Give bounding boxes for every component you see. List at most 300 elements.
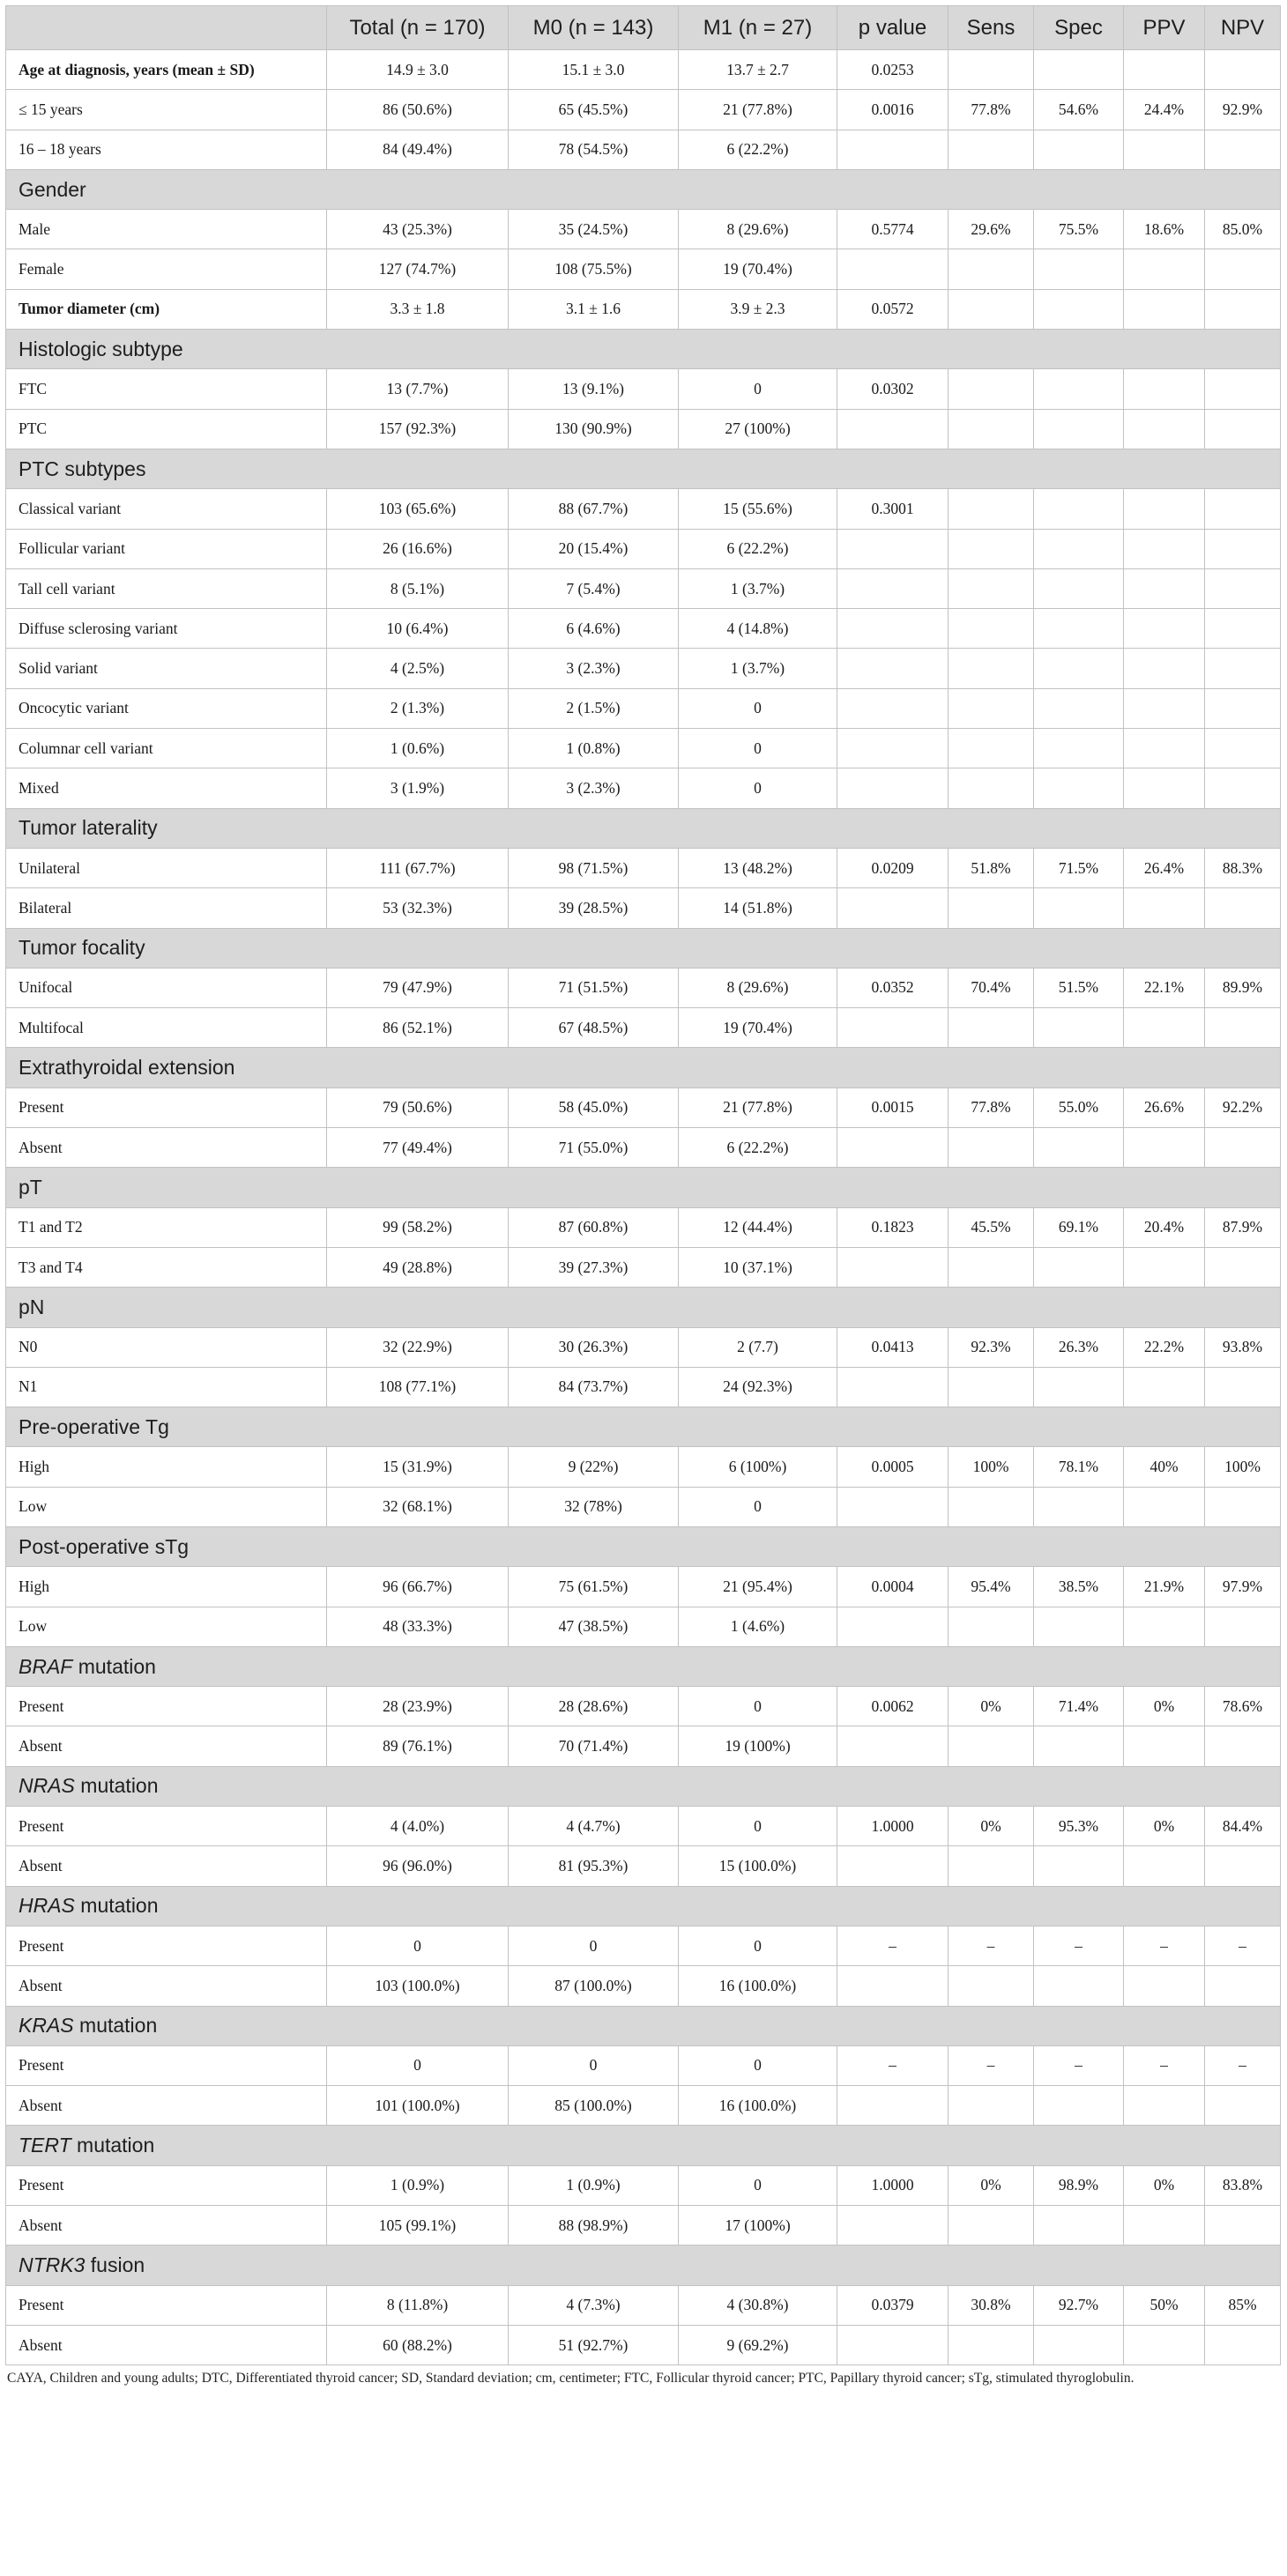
cell-m1: 3.9 ± 2.3 <box>679 289 837 329</box>
header-spec: Spec <box>1034 6 1124 50</box>
cell-p-value <box>837 529 949 568</box>
cell-npv: 78.6% <box>1205 1687 1281 1726</box>
section-title-text: pN <box>19 1295 45 1318</box>
cell-label: PTC <box>6 409 327 449</box>
cell-sens <box>949 1607 1034 1646</box>
cell-npv: 85% <box>1205 2285 1281 2325</box>
cell-total: 0 <box>327 2045 509 2085</box>
cell-ppv <box>1124 249 1205 289</box>
cell-p-value <box>837 888 949 928</box>
cell-ppv: – <box>1124 2045 1205 2085</box>
cell-npv <box>1205 249 1281 289</box>
cell-total: 60 (88.2%) <box>327 2325 509 2364</box>
cell-m0: 28 (28.6%) <box>509 1687 679 1726</box>
cell-p-value <box>837 1128 949 1168</box>
cell-label: Present <box>6 1687 327 1726</box>
cell-m1: 12 (44.4%) <box>679 1207 837 1247</box>
section-header-row <box>6 1766 1281 1806</box>
section-header-row <box>6 330 1281 369</box>
cell-ppv: 26.6% <box>1124 1088 1205 1127</box>
cell-m0: 67 (48.5%) <box>509 1008 679 1048</box>
cell-total: 96 (66.7%) <box>327 1567 509 1607</box>
cell-label: Tumor diameter (cm) <box>6 289 327 329</box>
cell-sens: 92.3% <box>949 1327 1034 1367</box>
table-row <box>6 130 1281 169</box>
cell-m1: 15 (55.6%) <box>679 489 837 529</box>
cell-p-value: 0.0352 <box>837 968 949 1007</box>
cell-p-value <box>837 649 949 688</box>
cell-m1: 0 <box>679 729 837 768</box>
cell-label: 16 – 18 years <box>6 130 327 169</box>
table-row <box>6 1926 1281 1965</box>
cell-ppv: 40% <box>1124 1447 1205 1487</box>
cell-sens <box>949 1846 1034 1886</box>
cell-ppv <box>1124 1607 1205 1646</box>
cell-spec: 69.1% <box>1034 1207 1124 1247</box>
table-row <box>6 210 1281 249</box>
cell-sens <box>949 1367 1034 1407</box>
cell-m1: 16 (100.0%) <box>679 1966 837 2006</box>
cell-total: 96 (96.0%) <box>327 1846 509 1886</box>
cell-label: Present <box>6 2165 327 2205</box>
cell-m0: 13 (9.1%) <box>509 369 679 409</box>
cell-total: 43 (25.3%) <box>327 210 509 249</box>
table-row <box>6 1607 1281 1646</box>
cell-ppv <box>1124 1367 1205 1407</box>
cell-p-value: 0.0572 <box>837 289 949 329</box>
section-title <box>6 1766 1281 1806</box>
cell-label: Low <box>6 1607 327 1646</box>
cell-total: 86 (52.1%) <box>327 1008 509 1048</box>
cell-npv <box>1205 609 1281 649</box>
cell-label: High <box>6 1567 327 1607</box>
section-title <box>6 1646 1281 1686</box>
section-header-row <box>6 1646 1281 1686</box>
header-ppv: PPV <box>1124 6 1205 50</box>
cell-p-value: 0.0004 <box>837 1567 949 1607</box>
cell-p-value <box>837 2206 949 2246</box>
table-row <box>6 968 1281 1007</box>
cell-spec <box>1034 1607 1124 1646</box>
cell-label: Absent <box>6 2325 327 2364</box>
cell-total: 103 (100.0%) <box>327 1966 509 2006</box>
cell-p-value <box>837 1247 949 1287</box>
cell-m1: 9 (69.2%) <box>679 2325 837 2364</box>
cell-label: Classical variant <box>6 489 327 529</box>
cell-ppv: – <box>1124 1926 1205 1965</box>
cell-m0: 85 (100.0%) <box>509 2086 679 2126</box>
cell-total: 26 (16.6%) <box>327 529 509 568</box>
cell-m1: 1 (3.7%) <box>679 568 837 608</box>
cell-m0: 130 (90.9%) <box>509 409 679 449</box>
table-row <box>6 249 1281 289</box>
cell-m1: 0 <box>679 1687 837 1726</box>
cell-npv: 92.2% <box>1205 1088 1281 1127</box>
cell-m0: 70 (71.4%) <box>509 1726 679 1766</box>
cell-m1: 21 (95.4%) <box>679 1567 837 1607</box>
cell-label: T1 and T2 <box>6 1207 327 1247</box>
table-row <box>6 1567 1281 1607</box>
table-row <box>6 848 1281 887</box>
cell-label: Absent <box>6 2086 327 2126</box>
table-row <box>6 1487 1281 1526</box>
cell-p-value: 0.1823 <box>837 1207 949 1247</box>
cell-m0: 75 (61.5%) <box>509 1567 679 1607</box>
cell-ppv: 18.6% <box>1124 210 1205 249</box>
cell-npv: 87.9% <box>1205 1207 1281 1247</box>
cell-ppv <box>1124 1247 1205 1287</box>
cell-p-value <box>837 609 949 649</box>
header-p-value: p value <box>837 6 949 50</box>
cell-npv <box>1205 2206 1281 2246</box>
cell-m0: 88 (67.7%) <box>509 489 679 529</box>
cell-total: 13 (7.7%) <box>327 369 509 409</box>
section-title <box>6 330 1281 369</box>
cell-m1: 24 (92.3%) <box>679 1367 837 1407</box>
cell-ppv <box>1124 688 1205 728</box>
cell-label: Present <box>6 2285 327 2325</box>
cell-m1: 21 (77.8%) <box>679 1088 837 1127</box>
cell-npv: – <box>1205 1926 1281 1965</box>
section-title <box>6 1048 1281 1088</box>
section-title-text: PTC subtypes <box>19 457 146 480</box>
table-row <box>6 289 1281 329</box>
cell-spec <box>1034 1367 1124 1407</box>
cell-sens <box>949 289 1034 329</box>
cell-npv: 92.9% <box>1205 90 1281 130</box>
cell-total: 1 (0.6%) <box>327 729 509 768</box>
cell-sens <box>949 529 1034 568</box>
cell-m1: 0 <box>679 2045 837 2085</box>
cell-total: 8 (5.1%) <box>327 568 509 608</box>
cell-m0: 4 (7.3%) <box>509 2285 679 2325</box>
cell-spec <box>1034 1966 1124 2006</box>
cell-spec <box>1034 529 1124 568</box>
cell-label: Absent <box>6 1128 327 1168</box>
cell-p-value: 0.3001 <box>837 489 949 529</box>
cell-ppv: 22.2% <box>1124 1327 1205 1367</box>
table-row <box>6 1207 1281 1247</box>
section-title <box>6 1886 1281 1926</box>
section-header-row <box>6 1168 1281 1207</box>
cell-ppv <box>1124 768 1205 808</box>
cell-m0: 30 (26.3%) <box>509 1327 679 1367</box>
table-row <box>6 2325 1281 2364</box>
cell-p-value <box>837 1008 949 1048</box>
cell-spec <box>1034 1487 1124 1526</box>
cell-ppv <box>1124 888 1205 928</box>
cell-p-value: 0.0379 <box>837 2285 949 2325</box>
cell-m1: 19 (100%) <box>679 1726 837 1766</box>
cell-p-value: 0.0005 <box>837 1447 949 1487</box>
cell-label: Oncocytic variant <box>6 688 327 728</box>
cell-p-value: – <box>837 1926 949 1965</box>
cell-ppv <box>1124 2206 1205 2246</box>
cell-npv <box>1205 1966 1281 2006</box>
header-row <box>6 6 1281 50</box>
section-title <box>6 1407 1281 1447</box>
cell-spec: 98.9% <box>1034 2165 1124 2205</box>
table-row <box>6 1008 1281 1048</box>
cell-m0: 47 (38.5%) <box>509 1607 679 1646</box>
cell-total: 14.9 ± 3.0 <box>327 50 509 90</box>
table-row <box>6 2206 1281 2246</box>
cell-sens <box>949 768 1034 808</box>
cell-total: 8 (11.8%) <box>327 2285 509 2325</box>
table-row <box>6 2165 1281 2205</box>
table-row <box>6 1846 1281 1886</box>
cell-m1: 6 (22.2%) <box>679 130 837 169</box>
cell-total: 3 (1.9%) <box>327 768 509 808</box>
cell-sens <box>949 249 1034 289</box>
cell-label: Absent <box>6 1726 327 1766</box>
header-m1: M1 (n = 27) <box>679 6 837 50</box>
cell-m0: 2 (1.5%) <box>509 688 679 728</box>
cell-m0: 4 (4.7%) <box>509 1807 679 1846</box>
cell-ppv <box>1124 1846 1205 1886</box>
cell-npv <box>1205 1247 1281 1287</box>
table-row <box>6 1128 1281 1168</box>
section-title-suffix: fusion <box>85 2253 145 2276</box>
cell-m0: 87 (100.0%) <box>509 1966 679 2006</box>
section-title-suffix: mutation <box>74 1894 159 1918</box>
cell-npv <box>1205 888 1281 928</box>
cell-sens: 0% <box>949 2165 1034 2205</box>
cell-ppv <box>1124 1726 1205 1766</box>
cell-spec <box>1034 249 1124 289</box>
table-row <box>6 768 1281 808</box>
cell-label: High <box>6 1447 327 1487</box>
cell-p-value: 0.5774 <box>837 210 949 249</box>
cell-ppv <box>1124 1128 1205 1168</box>
section-title-text: Pre-operative Tg <box>19 1414 169 1438</box>
table-row <box>6 1726 1281 1766</box>
table-row <box>6 1088 1281 1127</box>
cell-spec: 55.0% <box>1034 1088 1124 1127</box>
cell-spec: 51.5% <box>1034 968 1124 1007</box>
cell-total: 1 (0.9%) <box>327 2165 509 2205</box>
cell-npv <box>1205 1726 1281 1766</box>
cell-npv <box>1205 649 1281 688</box>
cell-total: 0 <box>327 1926 509 1965</box>
cell-sens <box>949 50 1034 90</box>
cell-sens <box>949 2206 1034 2246</box>
cell-label: Present <box>6 1926 327 1965</box>
table-row <box>6 1367 1281 1407</box>
cell-p-value <box>837 688 949 728</box>
cell-m1: 0 <box>679 1926 837 1965</box>
section-title-text: BRAF <box>19 1654 73 1678</box>
cell-m0: 88 (98.9%) <box>509 2206 679 2246</box>
section-title <box>6 1168 1281 1207</box>
cell-m0: 81 (95.3%) <box>509 1846 679 1886</box>
cell-total: 89 (76.1%) <box>327 1726 509 1766</box>
section-title <box>6 449 1281 488</box>
cell-spec <box>1034 609 1124 649</box>
cell-p-value: 0.0302 <box>837 369 949 409</box>
cell-sens <box>949 1726 1034 1766</box>
cell-spec: 75.5% <box>1034 210 1124 249</box>
cell-m1: 13.7 ± 2.7 <box>679 50 837 90</box>
cell-total: 77 (49.4%) <box>327 1128 509 1168</box>
header-sens: Sens <box>949 6 1034 50</box>
cell-m0: 32 (78%) <box>509 1487 679 1526</box>
cell-ppv: 22.1% <box>1124 968 1205 1007</box>
cell-npv <box>1205 568 1281 608</box>
cell-spec <box>1034 130 1124 169</box>
cell-m1: 0 <box>679 768 837 808</box>
section-title-suffix: mutation <box>74 1774 159 1798</box>
cell-npv <box>1205 289 1281 329</box>
cell-p-value <box>837 1726 949 1766</box>
cell-m1: 2 (7.7) <box>679 1327 837 1367</box>
section-header-row <box>6 1288 1281 1327</box>
cell-spec <box>1034 888 1124 928</box>
cell-m1: 4 (30.8%) <box>679 2285 837 2325</box>
cell-npv <box>1205 729 1281 768</box>
table-row <box>6 50 1281 90</box>
cell-m0: 39 (27.3%) <box>509 1247 679 1287</box>
cell-spec <box>1034 50 1124 90</box>
table-row <box>6 529 1281 568</box>
cell-sens <box>949 609 1034 649</box>
cell-npv <box>1205 2325 1281 2364</box>
cell-label: Bilateral <box>6 888 327 928</box>
cell-npv: 93.8% <box>1205 1327 1281 1367</box>
cell-ppv <box>1124 1966 1205 2006</box>
cell-total: 32 (68.1%) <box>327 1487 509 1526</box>
cell-spec <box>1034 489 1124 529</box>
cell-spec <box>1034 409 1124 449</box>
table-body <box>6 50 1281 2365</box>
cell-total: 32 (22.9%) <box>327 1327 509 1367</box>
cell-npv <box>1205 1008 1281 1048</box>
cell-total: 79 (47.9%) <box>327 968 509 1007</box>
cell-p-value <box>837 249 949 289</box>
table-row <box>6 1327 1281 1367</box>
cell-spec <box>1034 568 1124 608</box>
cell-total: 2 (1.3%) <box>327 688 509 728</box>
cell-ppv <box>1124 568 1205 608</box>
cell-total: 84 (49.4%) <box>327 130 509 169</box>
cell-total: 53 (32.3%) <box>327 888 509 928</box>
table-row <box>6 1447 1281 1487</box>
cell-m0: 0 <box>509 2045 679 2085</box>
cell-total: 99 (58.2%) <box>327 1207 509 1247</box>
cell-m0: 6 (4.6%) <box>509 609 679 649</box>
cell-spec: 95.3% <box>1034 1807 1124 1846</box>
cell-npv: – <box>1205 2045 1281 2085</box>
cell-label: N1 <box>6 1367 327 1407</box>
cell-npv <box>1205 529 1281 568</box>
cell-label: Female <box>6 249 327 289</box>
cell-ppv <box>1124 729 1205 768</box>
cell-sens: – <box>949 1926 1034 1965</box>
cell-p-value <box>837 1367 949 1407</box>
section-title-text: NRAS <box>19 1774 75 1798</box>
table-row <box>6 2285 1281 2325</box>
table-row <box>6 729 1281 768</box>
section-title-text: pT <box>19 1175 42 1199</box>
cell-p-value <box>837 130 949 169</box>
cell-npv <box>1205 50 1281 90</box>
cell-spec: 26.3% <box>1034 1327 1124 1367</box>
cell-m1: 0 <box>679 1487 837 1526</box>
cell-sens: 0% <box>949 1687 1034 1726</box>
cell-ppv <box>1124 1487 1205 1526</box>
table-row <box>6 649 1281 688</box>
cell-m0: 20 (15.4%) <box>509 529 679 568</box>
cell-spec <box>1034 729 1124 768</box>
cell-sens <box>949 1966 1034 2006</box>
cell-label: Absent <box>6 1846 327 1886</box>
cell-m1: 19 (70.4%) <box>679 1008 837 1048</box>
cell-label: FTC <box>6 369 327 409</box>
cell-sens: – <box>949 2045 1034 2085</box>
cell-label: T3 and T4 <box>6 1247 327 1287</box>
cell-ppv <box>1124 369 1205 409</box>
cell-sens <box>949 649 1034 688</box>
cell-m0: 7 (5.4%) <box>509 568 679 608</box>
table-row <box>6 90 1281 130</box>
cell-m1: 16 (100.0%) <box>679 2086 837 2126</box>
cell-m0: 3 (2.3%) <box>509 649 679 688</box>
cell-ppv <box>1124 50 1205 90</box>
table-header <box>6 6 1281 50</box>
section-title-text: Histologic subtype <box>19 337 183 360</box>
cell-ppv: 26.4% <box>1124 848 1205 887</box>
cell-m1: 15 (100.0%) <box>679 1846 837 1886</box>
cell-sens <box>949 2325 1034 2364</box>
cell-spec <box>1034 1128 1124 1168</box>
cell-p-value <box>837 409 949 449</box>
cell-ppv: 21.9% <box>1124 1567 1205 1607</box>
cell-total: 15 (31.9%) <box>327 1447 509 1487</box>
section-title <box>6 2006 1281 2045</box>
cell-sens: 77.8% <box>949 1088 1034 1127</box>
table-row <box>6 2086 1281 2126</box>
cell-npv: 85.0% <box>1205 210 1281 249</box>
cell-p-value <box>837 568 949 608</box>
cell-total: 10 (6.4%) <box>327 609 509 649</box>
table-row <box>6 609 1281 649</box>
section-header-row <box>6 1886 1281 1926</box>
table-row <box>6 1247 1281 1287</box>
cell-npv: 89.9% <box>1205 968 1281 1007</box>
section-title <box>6 1526 1281 1566</box>
cell-total: 111 (67.7%) <box>327 848 509 887</box>
section-title-suffix: mutation <box>72 1654 156 1678</box>
table-row <box>6 369 1281 409</box>
cell-p-value <box>837 1487 949 1526</box>
cell-total: 105 (99.1%) <box>327 2206 509 2246</box>
cell-spec: 71.4% <box>1034 1687 1124 1726</box>
cell-sens: 30.8% <box>949 2285 1034 2325</box>
cell-sens: 95.4% <box>949 1567 1034 1607</box>
cell-sens: 45.5% <box>949 1207 1034 1247</box>
section-title-text: KRAS <box>19 2014 74 2038</box>
cell-spec: 54.6% <box>1034 90 1124 130</box>
section-title-text: Tumor laterality <box>19 816 158 840</box>
cell-ppv <box>1124 609 1205 649</box>
cell-label: Present <box>6 1807 327 1846</box>
cell-sens <box>949 1487 1034 1526</box>
cell-spec <box>1034 688 1124 728</box>
cell-m0: 51 (92.7%) <box>509 2325 679 2364</box>
cell-p-value: 0.0062 <box>837 1687 949 1726</box>
cell-m1: 4 (14.8%) <box>679 609 837 649</box>
section-title <box>6 169 1281 209</box>
